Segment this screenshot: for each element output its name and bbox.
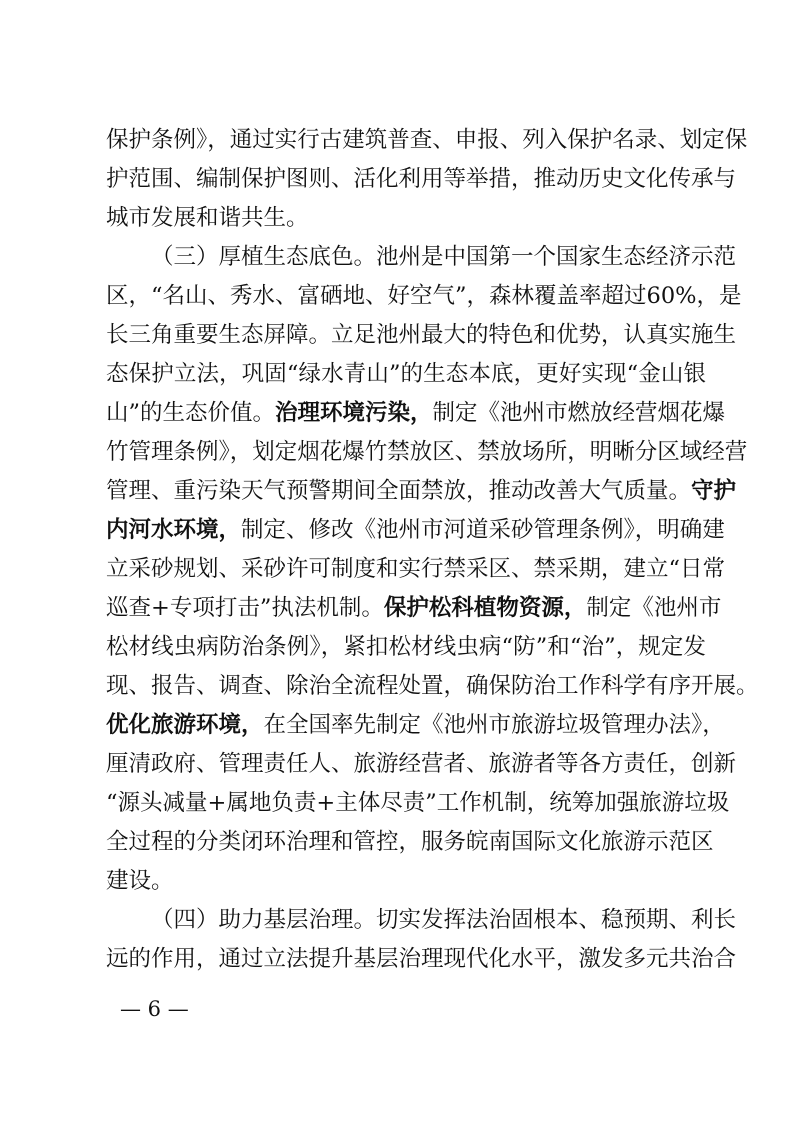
text-line [106, 706, 725, 745]
text-line: 护范围、编制保护图则、活化利用等举措，推动历史文化传承与 [106, 166, 737, 192]
paragraph [106, 238, 759, 901]
plain-text: 制定、修改《池州市河道采砂管理条例》，明确建 [241, 517, 725, 543]
text-line: 竹管理条例》，划定烟花爆竹禁放区、禁放场所，明晰分区域经营 [106, 439, 748, 465]
bold-heading: 治理环境污染， [275, 400, 433, 426]
paragraph [106, 121, 748, 238]
text-line: 建设。 [106, 868, 174, 894]
plain-text: 山”的生态价值。 [106, 400, 276, 426]
text-line: 松材线虫病防治条例》，紧扣松材线虫病“防”和“治”，规定发 [106, 634, 706, 660]
bold-heading: 内河水环境， [106, 517, 242, 543]
bold-heading: 守护 [691, 478, 737, 504]
text-line [106, 472, 737, 511]
text-line: “源头减量+属地负责+主体尽责”工作机制，统筹加强旅游垃圾 [106, 790, 730, 816]
plain-text: 制定《池州市 [586, 595, 722, 621]
body-text [106, 121, 759, 979]
text-line: 区，“名山、秀水、富硒地、好空气”，森林覆盖率超过60%，是 [106, 283, 742, 309]
text-line: 全过程的分类闭环治理和管控，服务皖南国际文化旅游示范区 [106, 829, 714, 855]
text-line: 现、报告、调查、除治全流程处置，确保防治工作科学有序开展。 [106, 673, 759, 699]
paragraph [106, 901, 737, 979]
plain-text: 制定《池州市燃放经营烟花爆 [432, 400, 726, 426]
text-line [106, 394, 726, 433]
plain-text: 管理、重污染天气预警期间全面禁放，推动改善大气质量。 [106, 478, 692, 504]
text-line: 长三角重要生态屏障。立足池州最大的特色和优势，认真实施生 [106, 322, 737, 348]
text-line: 立采砂规划、采砂许可制度和实行禁采区、禁采期，建立“日常 [106, 556, 726, 582]
plain-text: 在全国率先制定《池州市旅游垃圾管理办法》， [263, 712, 725, 738]
text-line: （三）厚植生态底色。池州是中国第一个国家生态经济示范 [151, 244, 737, 270]
text-line: 城市发展和谐共生。 [106, 205, 309, 231]
text-line: 保护条例》，通过实行古建筑普查、申报、列入保护名录、划定保 [106, 127, 748, 153]
text-line [106, 589, 722, 628]
text-line: 远的作用，通过立法提升基层治理现代化水平，激发多元共治合 [106, 946, 737, 972]
text-line: 态保护立法，巩固“绿水青山”的生态本底，更好实现“金山银 [106, 361, 706, 387]
text-line: （四）助力基层治理。切实发挥法治固根本、稳预期、利长 [151, 907, 737, 933]
page-number: — 6 — [120, 997, 189, 1021]
text-line: 厘清政府、管理责任人、旅游经营者、旅游者等各方责任，创新 [106, 751, 737, 777]
text-line [106, 511, 725, 550]
bold-heading: 优化旅游环境， [106, 712, 264, 738]
bold-heading: 保护松科植物资源， [383, 595, 587, 621]
plain-text: 巡查+专项打击”执法机制。 [106, 595, 384, 621]
